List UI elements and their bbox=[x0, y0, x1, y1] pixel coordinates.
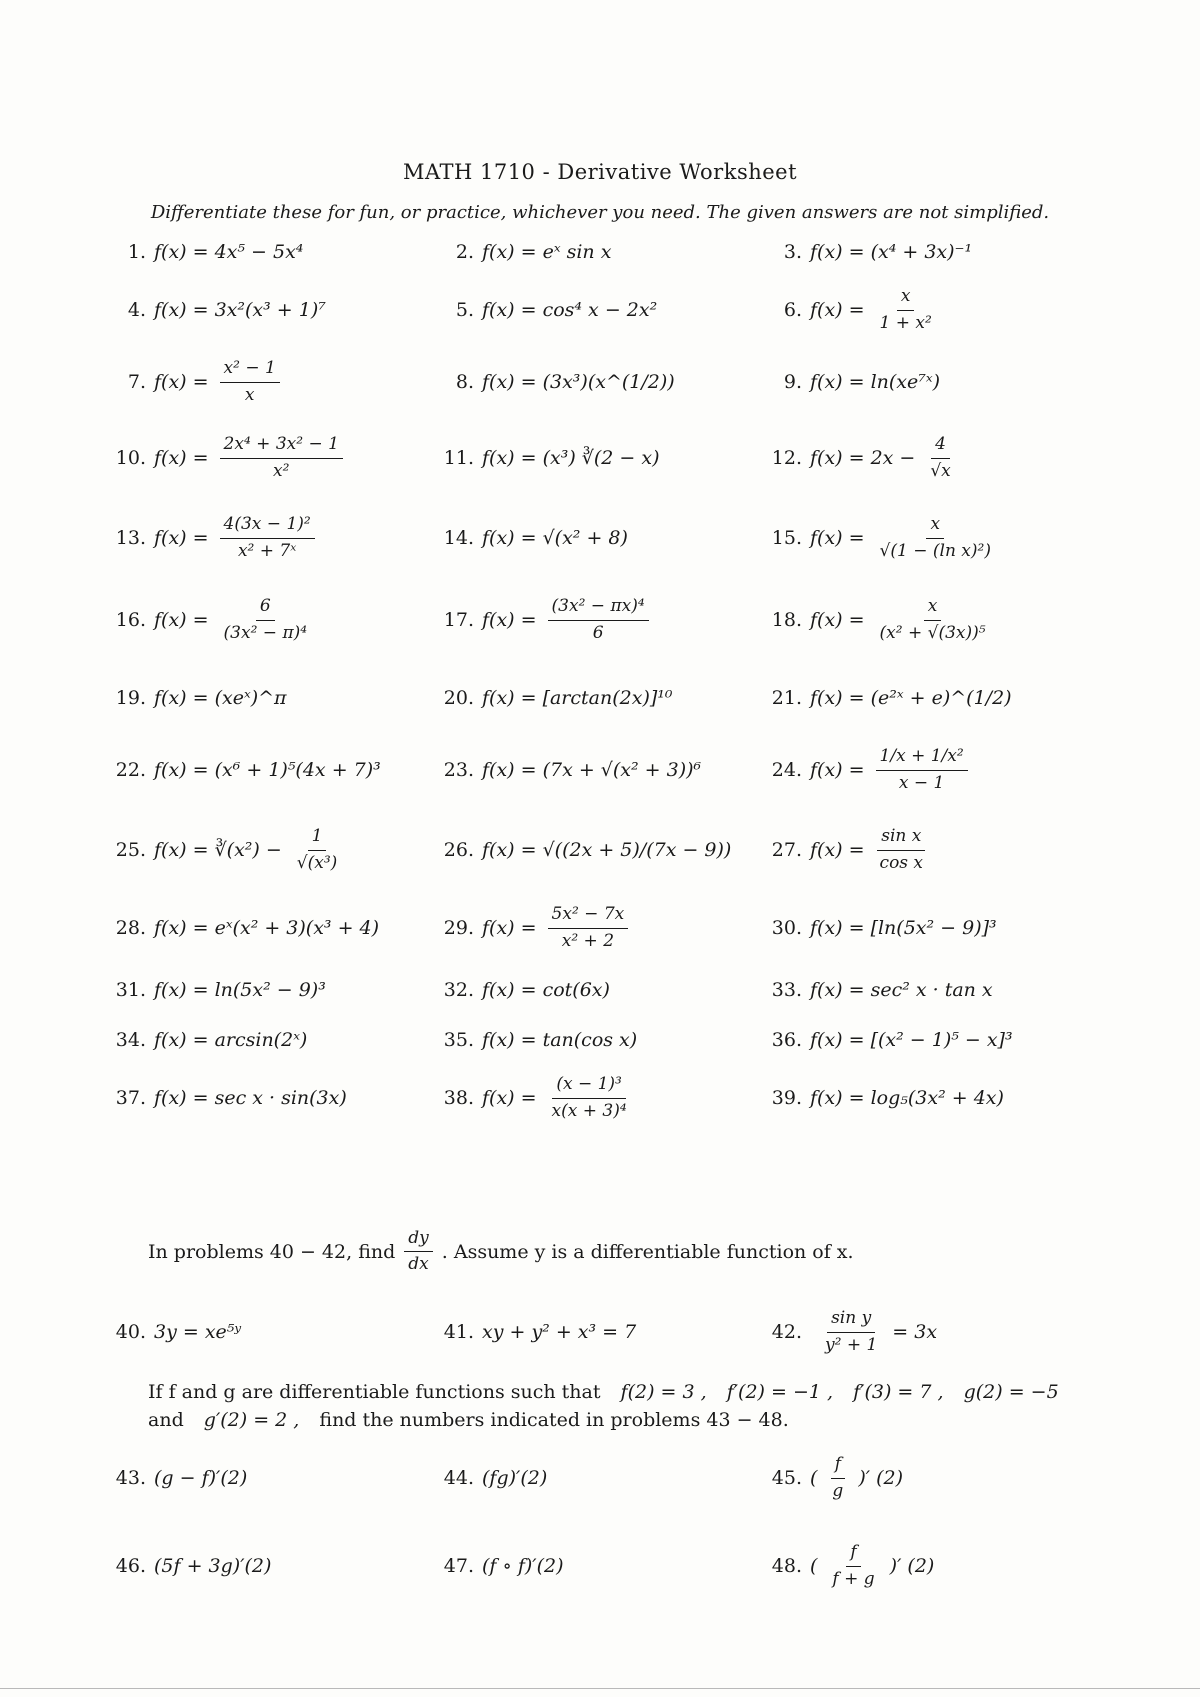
expression-lhs: ( bbox=[810, 1555, 818, 1577]
fraction-numerator: 5x² − 7x bbox=[548, 904, 629, 928]
expression-fraction bbox=[876, 826, 927, 874]
problem-expression: 3y = xe⁵ʸ bbox=[154, 1321, 242, 1343]
problem-number: 14. bbox=[443, 527, 474, 549]
problem-35 bbox=[440, 1010, 637, 1070]
expression-lhs: f(x) = bbox=[810, 759, 865, 781]
expression-lhs: f(x) = bbox=[154, 527, 209, 549]
expression-lhs: f(x) = bbox=[482, 609, 537, 631]
expression-fraction bbox=[220, 358, 280, 406]
problem-8 bbox=[440, 352, 675, 412]
problem-number: 1. bbox=[127, 241, 146, 263]
page-subtitle: Differentiate these for fun, or practice, whichever you need. The given answers are not simplified. bbox=[150, 202, 1050, 223]
instruction-before: In problems 40 − 42, find bbox=[148, 1240, 396, 1263]
fraction-numerator: x bbox=[897, 286, 915, 310]
given-conditions bbox=[148, 1378, 1148, 1434]
fraction-numerator: 1/x + 1/x² bbox=[876, 746, 968, 770]
problem-number: 18. bbox=[771, 609, 802, 631]
expression-fraction bbox=[548, 596, 649, 644]
problem-14 bbox=[440, 508, 628, 568]
problem-number: 42. bbox=[771, 1321, 802, 1343]
fraction-numerator: sin y bbox=[827, 1308, 875, 1332]
problem-30 bbox=[768, 898, 997, 958]
problem-number: 35. bbox=[443, 1029, 474, 1051]
problem-expression: f(x) = tan(cos x) bbox=[482, 1029, 638, 1051]
problem-9 bbox=[768, 352, 940, 412]
problem-number: 45. bbox=[771, 1467, 802, 1489]
problem-number: 47. bbox=[443, 1555, 474, 1577]
expression-lhs: f(x) = ∛(x²) − bbox=[154, 839, 282, 861]
fraction-denominator: 6 bbox=[592, 622, 604, 643]
fraction-numerator: x bbox=[926, 514, 944, 538]
fraction-denominator: x² bbox=[273, 460, 290, 481]
expression-fraction bbox=[876, 286, 936, 334]
fraction-denominator: (x² + √(3x))⁵ bbox=[879, 622, 986, 643]
problem-expression: f(x) = log₅(3x² + 4x) bbox=[810, 1087, 1004, 1109]
expression-lhs: f(x) = bbox=[810, 299, 865, 321]
problem-expression: f(x) = 3x²(x³ + 1)⁷ bbox=[154, 299, 326, 321]
fraction-numerator: 1 bbox=[308, 826, 327, 850]
fraction-numerator: (3x² − πx)⁴ bbox=[548, 596, 649, 620]
fraction-denominator: cos x bbox=[879, 852, 924, 873]
problem-number: 12. bbox=[771, 447, 802, 469]
fraction-numerator: 4(3x − 1)² bbox=[220, 514, 315, 538]
expression-lhs: f(x) = bbox=[810, 839, 865, 861]
problem-number: 15. bbox=[771, 527, 802, 549]
problem-number: 44. bbox=[443, 1467, 474, 1489]
expression-lhs: f(x) = bbox=[154, 371, 209, 393]
problem-number: 46. bbox=[115, 1555, 146, 1577]
problem-45 bbox=[768, 1448, 903, 1508]
expression-fraction bbox=[821, 1308, 881, 1356]
problem-expression: (5f + 3g)′(2) bbox=[154, 1555, 272, 1577]
problem-25 bbox=[112, 820, 352, 880]
fraction-denominator: g bbox=[832, 1480, 844, 1501]
problem-number: 16. bbox=[115, 609, 146, 631]
given-row-1 bbox=[148, 1378, 1148, 1406]
expression-rhs: = 3x bbox=[892, 1321, 938, 1343]
problem-29 bbox=[440, 898, 639, 958]
problem-41 bbox=[440, 1302, 636, 1362]
problem-number: 36. bbox=[771, 1029, 802, 1051]
problem-13 bbox=[112, 508, 326, 568]
expression-fraction bbox=[828, 1542, 878, 1590]
problem-number: 13. bbox=[115, 527, 146, 549]
problem-21 bbox=[768, 668, 1012, 728]
expression-lhs: f(x) = 2x − bbox=[810, 447, 916, 469]
problem-number: 3. bbox=[783, 241, 802, 263]
expression-fraction bbox=[220, 596, 312, 644]
problem-expression: f(x) = cos⁴ x − 2x² bbox=[482, 299, 658, 321]
problem-expression: f(x) = eˣ(x² + 3)(x³ + 4) bbox=[154, 917, 380, 939]
problem-expression: f(x) = [(x² − 1)⁵ − x]³ bbox=[810, 1029, 1013, 1051]
fraction-denominator: x(x + 3)⁴ bbox=[551, 1100, 627, 1121]
problem-number: 28. bbox=[115, 917, 146, 939]
problem-number: 22. bbox=[115, 759, 146, 781]
problem-expression: f(x) = (3x³)(x^(1/2)) bbox=[482, 371, 675, 393]
problem-expression: (f ∘ f)′(2) bbox=[482, 1555, 564, 1577]
fraction-denominator: y² + 1 bbox=[825, 1334, 878, 1355]
problem-expression: f(x) = (x⁶ + 1)⁵(4x + 7)³ bbox=[154, 759, 381, 781]
problem-20 bbox=[440, 668, 673, 728]
problem-expression: f(x) = sec² x · tan x bbox=[810, 979, 993, 1001]
page-title: MATH 1710 - Derivative Worksheet bbox=[402, 160, 798, 184]
problem-expression: f(x) = sec x · sin(3x) bbox=[154, 1087, 347, 1109]
problem-1 bbox=[112, 222, 303, 282]
problem-expression: f(x) = cot(6x) bbox=[482, 979, 610, 1001]
problem-number: 37. bbox=[115, 1087, 146, 1109]
fraction-denominator: 1 + x² bbox=[879, 312, 932, 333]
problem-expression: (g − f)′(2) bbox=[154, 1467, 248, 1489]
expression-fraction bbox=[828, 1454, 847, 1502]
fraction-numerator: (x − 1)³ bbox=[552, 1074, 626, 1098]
problem-expression: xy + y² + x³ = 7 bbox=[482, 1321, 637, 1343]
expression-lhs: f(x) = bbox=[154, 609, 209, 631]
dy-numerator: dy bbox=[404, 1228, 433, 1252]
fraction-denominator: √(1 − (ln x)²) bbox=[879, 540, 991, 561]
problem-34 bbox=[112, 1010, 307, 1070]
problem-number: 26. bbox=[443, 839, 474, 861]
expression-rhs: )′ (2) bbox=[858, 1467, 903, 1489]
given-row-2 bbox=[148, 1406, 1148, 1434]
problem-expression: f(x) = (xeˣ)^π bbox=[154, 687, 287, 709]
problem-number: 23. bbox=[443, 759, 474, 781]
problem-28 bbox=[112, 898, 379, 958]
problem-expression: f(x) = [arctan(2x)]¹⁰ bbox=[482, 687, 673, 709]
problem-16 bbox=[112, 590, 322, 650]
problem-number: 40. bbox=[115, 1321, 146, 1343]
problem-number: 8. bbox=[455, 371, 474, 393]
problem-number: 24. bbox=[771, 759, 802, 781]
expression-fraction bbox=[220, 434, 343, 482]
fraction-denominator: x² + 7ˣ bbox=[237, 540, 297, 561]
problem-36 bbox=[768, 1010, 1013, 1070]
problem-number: 10. bbox=[115, 447, 146, 469]
expression-fraction bbox=[876, 514, 995, 562]
problem-expression: f(x) = arcsin(2ˣ) bbox=[154, 1029, 308, 1051]
problem-42 bbox=[768, 1302, 937, 1362]
expression-fraction bbox=[548, 904, 629, 952]
cond-f2: f(2) = 3 , bbox=[620, 1381, 707, 1403]
expression-fraction bbox=[548, 1074, 631, 1122]
problem-number: 21. bbox=[771, 687, 802, 709]
problem-expression: f(x) = [ln(5x² − 9)]³ bbox=[810, 917, 997, 939]
scan-edge-divider bbox=[0, 1688, 1200, 1689]
expression-lhs: f(x) = bbox=[810, 527, 865, 549]
problem-number: 2. bbox=[455, 241, 474, 263]
problem-number: 5. bbox=[455, 299, 474, 321]
problem-number: 48. bbox=[771, 1555, 802, 1577]
fraction-denominator: √x bbox=[930, 460, 951, 481]
fraction-denominator: (3x² − π)⁴ bbox=[223, 622, 308, 643]
problem-number: 39. bbox=[771, 1087, 802, 1109]
expression-lhs: ( bbox=[810, 1467, 818, 1489]
problem-expression: f(x) = (e²ˣ + e)^(1/2) bbox=[810, 687, 1012, 709]
problem-expression: f(x) = ln(xe⁷ˣ) bbox=[810, 371, 941, 393]
problem-expression: f(x) = ln(5x² − 9)³ bbox=[154, 979, 326, 1001]
fraction-denominator: x − 1 bbox=[898, 772, 945, 793]
fraction-numerator: x bbox=[924, 596, 942, 620]
problem-23 bbox=[440, 740, 701, 800]
problem-43 bbox=[112, 1448, 247, 1508]
fraction-denominator: x² + 2 bbox=[561, 930, 615, 951]
problem-expression: f(x) = (7x + √(x² + 3))⁶ bbox=[482, 759, 702, 781]
problem-22 bbox=[112, 740, 381, 800]
problem-5 bbox=[440, 280, 657, 340]
expression-fraction bbox=[293, 826, 342, 874]
expression-lhs: f(x) = bbox=[154, 447, 209, 469]
problem-number: 34. bbox=[115, 1029, 146, 1051]
problem-number: 9. bbox=[783, 371, 802, 393]
expression-fraction bbox=[876, 746, 968, 794]
problem-number: 7. bbox=[127, 371, 146, 393]
expression-fraction bbox=[876, 596, 990, 644]
problem-number: 41. bbox=[443, 1321, 474, 1343]
cond-fprime2: f′(2) = −1 , bbox=[726, 1381, 834, 1403]
given-tail: find the numbers indicated in problems 43 − 48. bbox=[319, 1409, 789, 1431]
problem-11 bbox=[440, 428, 660, 488]
problem-26 bbox=[440, 820, 731, 880]
problem-3 bbox=[768, 222, 972, 282]
problem-expression: f(x) = 4x⁵ − 5x⁴ bbox=[154, 241, 304, 263]
problem-2 bbox=[440, 222, 611, 282]
problem-expression: f(x) = eˣ sin x bbox=[482, 241, 612, 263]
instruction-after: . Assume y is a differentiable function of x. bbox=[441, 1240, 854, 1263]
problem-47 bbox=[440, 1536, 564, 1596]
fraction-numerator: f bbox=[831, 1454, 845, 1478]
problem-number: 33. bbox=[771, 979, 802, 1001]
problem-number: 32. bbox=[443, 979, 474, 1001]
problem-expression: f(x) = (x⁴ + 3x)⁻¹ bbox=[810, 241, 973, 263]
expression-fraction bbox=[926, 434, 954, 482]
problem-6 bbox=[768, 280, 947, 340]
problem-38 bbox=[440, 1068, 642, 1128]
expression-fraction bbox=[220, 514, 315, 562]
problem-18 bbox=[768, 590, 1001, 650]
problem-expression: f(x) = (x³) ∛(2 − x) bbox=[482, 447, 660, 469]
fraction-numerator: x² − 1 bbox=[220, 358, 280, 382]
fraction-numerator: 4 bbox=[931, 434, 950, 458]
problem-44 bbox=[440, 1448, 547, 1508]
problem-number: 20. bbox=[443, 687, 474, 709]
problem-27 bbox=[768, 820, 938, 880]
problem-37 bbox=[112, 1068, 347, 1128]
given-and: and bbox=[148, 1409, 184, 1431]
cond-gprime2: g′(2) = 2 , bbox=[203, 1409, 300, 1431]
given-intro: If f and g are differentiable functions such that bbox=[148, 1381, 601, 1403]
fraction-numerator: 6 bbox=[256, 596, 275, 620]
problem-number: 31. bbox=[115, 979, 146, 1001]
problem-number: 11. bbox=[443, 447, 474, 469]
problem-24 bbox=[768, 740, 979, 800]
expression-lhs: f(x) = bbox=[482, 1087, 537, 1109]
problem-number: 30. bbox=[771, 917, 802, 939]
fraction-denominator: √(x³) bbox=[296, 852, 338, 873]
fraction-numerator: sin x bbox=[877, 826, 925, 850]
problem-number: 38. bbox=[443, 1087, 474, 1109]
problem-17 bbox=[440, 590, 660, 650]
problem-7 bbox=[112, 352, 291, 412]
problem-15 bbox=[768, 508, 1006, 568]
problem-40 bbox=[112, 1302, 241, 1362]
problem-4 bbox=[112, 280, 326, 340]
problem-number: 6. bbox=[783, 299, 802, 321]
problem-expression: f(x) = √((2x + 5)/(7x − 9)) bbox=[482, 839, 732, 861]
problem-12 bbox=[768, 428, 966, 488]
problem-10 bbox=[112, 428, 354, 488]
problem-number: 25. bbox=[115, 839, 146, 861]
problem-39 bbox=[768, 1068, 1004, 1128]
problem-number: 4. bbox=[127, 299, 146, 321]
implicit-instruction bbox=[148, 1228, 854, 1276]
problem-48 bbox=[768, 1536, 934, 1596]
fraction-denominator: f + g bbox=[832, 1568, 875, 1589]
problem-19 bbox=[112, 668, 287, 728]
dx-denominator: dx bbox=[408, 1254, 429, 1275]
dy-dx-fraction bbox=[404, 1228, 433, 1276]
problem-expression: (fg)′(2) bbox=[482, 1467, 548, 1489]
problem-number: 43. bbox=[115, 1467, 146, 1489]
fraction-numerator: 2x⁴ + 3x² − 1 bbox=[220, 434, 343, 458]
problem-number: 27. bbox=[771, 839, 802, 861]
fraction-numerator: f bbox=[846, 1542, 860, 1566]
fraction-denominator: x bbox=[244, 384, 255, 405]
problem-expression: f(x) = √(x² + 8) bbox=[482, 527, 628, 549]
problem-46 bbox=[112, 1536, 271, 1596]
problem-number: 19. bbox=[115, 687, 146, 709]
cond-fprime3: f′(3) = 7 , bbox=[853, 1381, 944, 1403]
expression-lhs: f(x) = bbox=[810, 609, 865, 631]
cond-g2: g(2) = −5 bbox=[963, 1381, 1059, 1403]
problem-number: 29. bbox=[443, 917, 474, 939]
expression-rhs: )′ (2) bbox=[889, 1555, 935, 1577]
expression-lhs: f(x) = bbox=[482, 917, 537, 939]
problem-number: 17. bbox=[443, 609, 474, 631]
